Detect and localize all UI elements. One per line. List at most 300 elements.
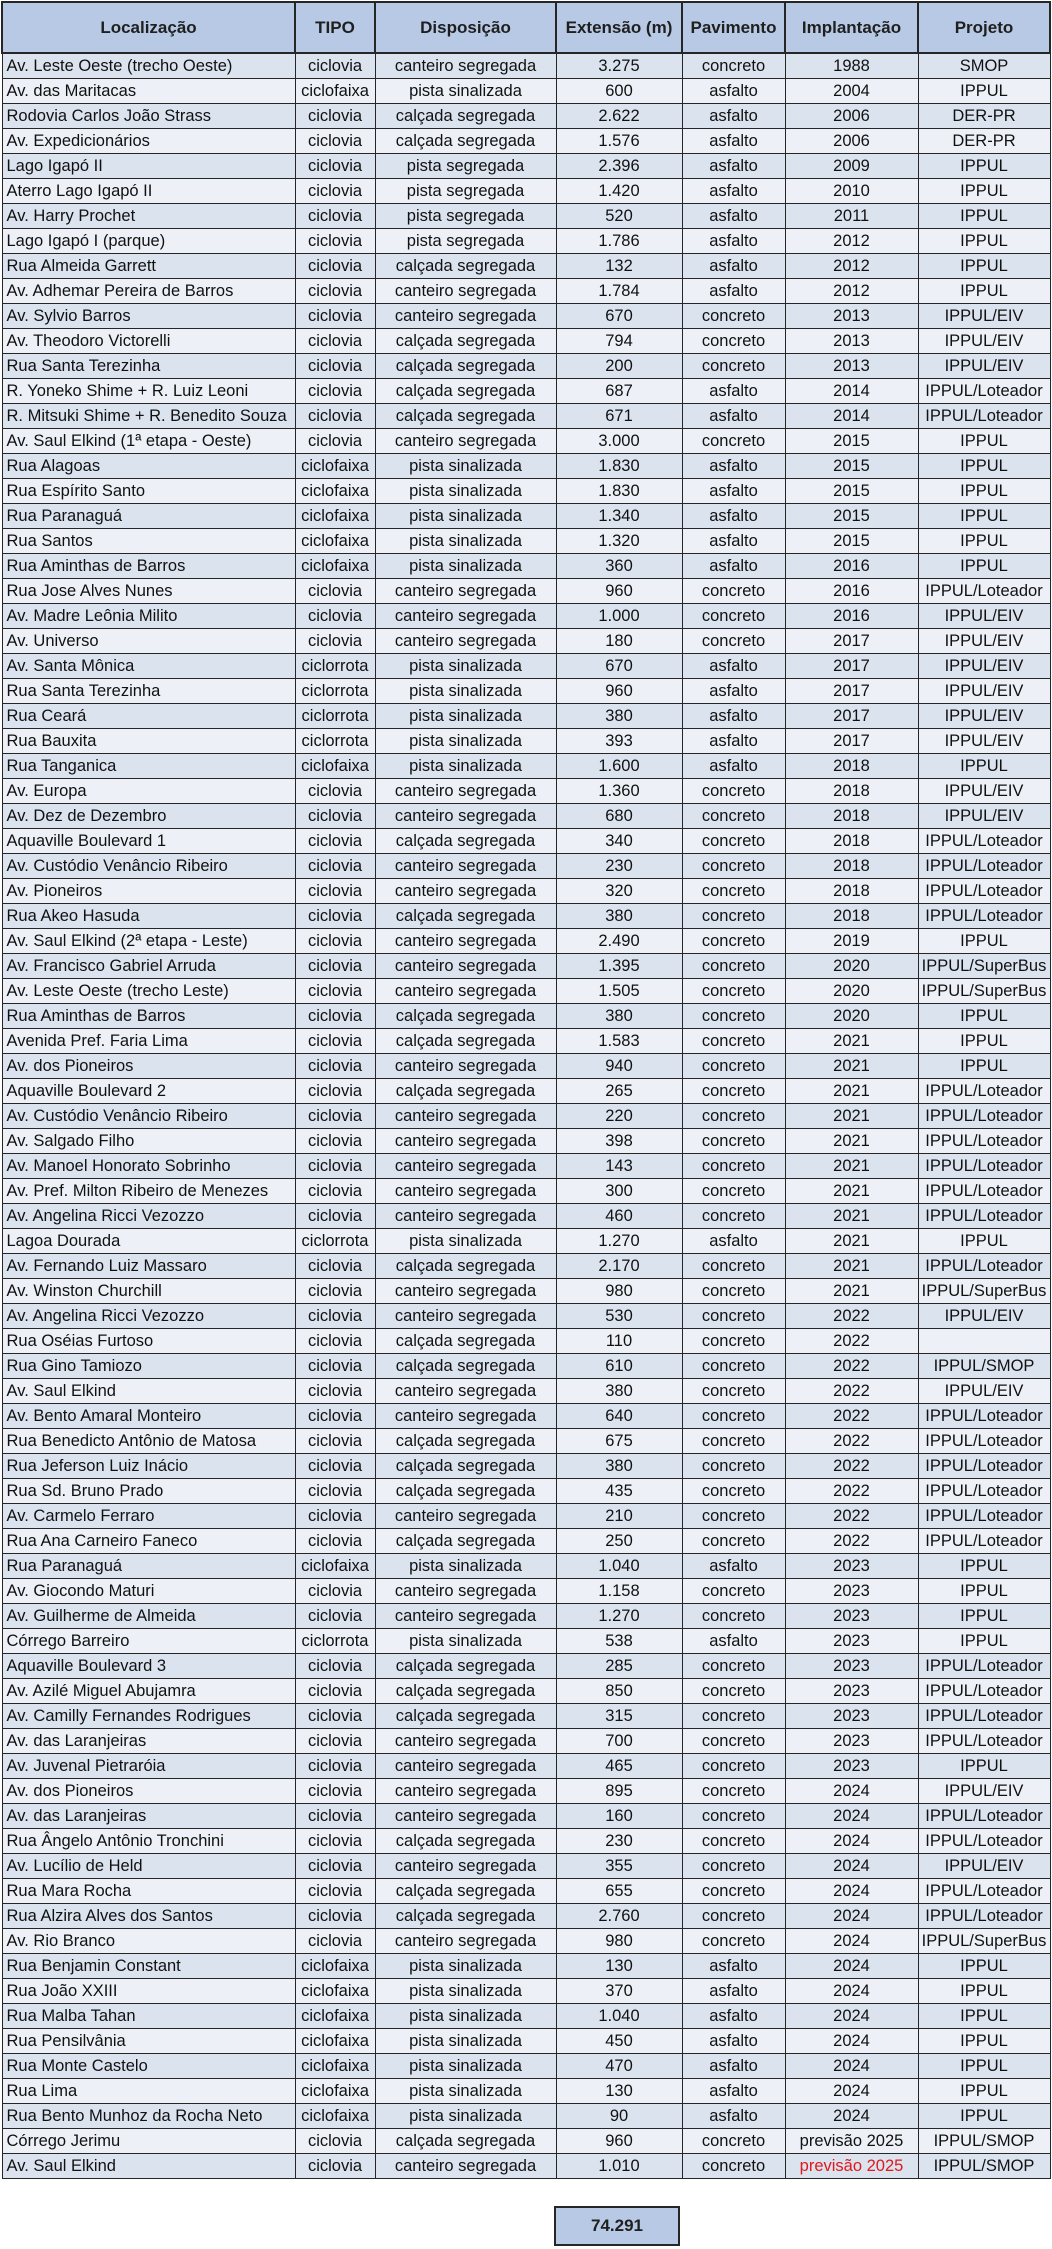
cell-tipo[interactable]: ciclovia <box>295 1129 375 1154</box>
cell-implantacao[interactable]: 2015 <box>785 429 918 454</box>
cell-localizacao[interactable]: Av. Rio Branco <box>2 1929 295 1954</box>
cell-pavimento[interactable]: concreto <box>682 1654 785 1679</box>
cell-disposicao[interactable]: pista sinalizada <box>375 2054 556 2079</box>
cell-implantacao[interactable]: 1988 <box>785 53 918 79</box>
cell-implantacao[interactable]: 2018 <box>785 779 918 804</box>
cell-pavimento[interactable]: concreto <box>682 1054 785 1079</box>
cell-localizacao[interactable]: Av. Winston Churchill <box>2 1279 295 1304</box>
cell-localizacao[interactable]: Av. Madre Leônia Milito <box>2 604 295 629</box>
cell-pavimento[interactable]: concreto <box>682 1429 785 1454</box>
cell-implantacao[interactable]: 2024 <box>785 1954 918 1979</box>
cell-extensao[interactable]: 200 <box>556 354 682 379</box>
cell-pavimento[interactable]: concreto <box>682 1829 785 1854</box>
cell-tipo[interactable]: ciclovia <box>295 329 375 354</box>
cell-pavimento[interactable]: asfalto <box>682 654 785 679</box>
cell-localizacao[interactable]: Rua Ângelo Antônio Tronchini <box>2 1829 295 1854</box>
cell-implantacao[interactable]: 2013 <box>785 329 918 354</box>
cell-extensao[interactable]: 393 <box>556 729 682 754</box>
cell-implantacao[interactable]: 2024 <box>785 1904 918 1929</box>
cell-extensao[interactable]: 160 <box>556 1804 682 1829</box>
cell-localizacao[interactable]: Rua Tanganica <box>2 754 295 779</box>
cell-pavimento[interactable]: concreto <box>682 1254 785 1279</box>
cell-projeto[interactable]: IPPUL/Loteador <box>918 879 1050 904</box>
cell-tipo[interactable]: ciclofaixa <box>295 1954 375 1979</box>
cell-disposicao[interactable]: pista sinalizada <box>375 1629 556 1654</box>
cell-projeto[interactable]: IPPUL/Loteador <box>918 579 1050 604</box>
cell-extensao[interactable]: 2.490 <box>556 929 682 954</box>
cell-extensao[interactable]: 380 <box>556 1004 682 1029</box>
cell-tipo[interactable]: ciclovia <box>295 1379 375 1404</box>
cell-pavimento[interactable]: asfalto <box>682 204 785 229</box>
cell-pavimento[interactable]: asfalto <box>682 754 785 779</box>
cell-projeto[interactable]: IPPUL <box>918 554 1050 579</box>
cell-localizacao[interactable]: Rua Gino Tamiozo <box>2 1354 295 1379</box>
cell-disposicao[interactable]: canteiro segregada <box>375 879 556 904</box>
cell-pavimento[interactable]: concreto <box>682 1079 785 1104</box>
cell-localizacao[interactable]: Rua Jeferson Luiz Inácio <box>2 1454 295 1479</box>
cell-projeto[interactable]: IPPUL/Loteador <box>918 829 1050 854</box>
cell-tipo[interactable]: ciclovia <box>295 1754 375 1779</box>
cell-tipo[interactable]: ciclovia <box>295 979 375 1004</box>
cell-extensao[interactable]: 1.830 <box>556 479 682 504</box>
cell-projeto[interactable]: DER-PR <box>918 129 1050 154</box>
cell-projeto[interactable]: IPPUL <box>918 2029 1050 2054</box>
cell-localizacao[interactable]: Rua Aminthas de Barros <box>2 554 295 579</box>
cell-implantacao[interactable]: 2021 <box>785 1204 918 1229</box>
header-tipo[interactable]: TIPO <box>295 2 375 53</box>
cell-projeto[interactable]: IPPUL/EIV <box>918 604 1050 629</box>
cell-localizacao[interactable]: Av. Universo <box>2 629 295 654</box>
cell-extensao[interactable]: 265 <box>556 1079 682 1104</box>
cell-pavimento[interactable]: asfalto <box>682 479 785 504</box>
cell-disposicao[interactable]: canteiro segregada <box>375 279 556 304</box>
cell-tipo[interactable]: ciclovia <box>295 1504 375 1529</box>
cell-extensao[interactable]: 340 <box>556 829 682 854</box>
cell-extensao[interactable]: 143 <box>556 1154 682 1179</box>
cell-localizacao[interactable]: Av. Expedicionários <box>2 129 295 154</box>
cell-localizacao[interactable]: Rua Pensilvânia <box>2 2029 295 2054</box>
cell-implantacao[interactable]: 2016 <box>785 554 918 579</box>
cell-disposicao[interactable]: canteiro segregada <box>375 854 556 879</box>
cell-implantacao[interactable]: 2022 <box>785 1304 918 1329</box>
cell-pavimento[interactable]: concreto <box>682 979 785 1004</box>
cell-pavimento[interactable]: asfalto <box>682 2104 785 2129</box>
cell-localizacao[interactable]: Av. Custódio Venâncio Ribeiro <box>2 1104 295 1129</box>
cell-implantacao[interactable]: 2022 <box>785 1454 918 1479</box>
cell-pavimento[interactable]: concreto <box>682 1754 785 1779</box>
cell-implantacao[interactable]: 2022 <box>785 1379 918 1404</box>
cell-implantacao[interactable]: 2018 <box>785 854 918 879</box>
cell-disposicao[interactable]: pista sinalizada <box>375 729 556 754</box>
cell-localizacao[interactable]: Aquaville Boulevard 1 <box>2 829 295 854</box>
cell-implantacao[interactable]: 2023 <box>785 1654 918 1679</box>
cell-pavimento[interactable]: concreto <box>682 1929 785 1954</box>
cell-pavimento[interactable]: concreto <box>682 1704 785 1729</box>
cell-extensao[interactable]: 1.320 <box>556 529 682 554</box>
cell-extensao[interactable]: 450 <box>556 2029 682 2054</box>
cell-tipo[interactable]: ciclovia <box>295 929 375 954</box>
cell-extensao[interactable]: 1.784 <box>556 279 682 304</box>
cell-pavimento[interactable]: concreto <box>682 2154 785 2179</box>
cell-disposicao[interactable]: canteiro segregada <box>375 779 556 804</box>
cell-implantacao[interactable]: 2010 <box>785 179 918 204</box>
cell-implantacao[interactable]: 2018 <box>785 904 918 929</box>
cell-tipo[interactable]: ciclovia <box>295 1304 375 1329</box>
cell-implantacao[interactable]: 2012 <box>785 254 918 279</box>
cell-pavimento[interactable]: concreto <box>682 1504 785 1529</box>
cell-disposicao[interactable]: pista sinalizada <box>375 2029 556 2054</box>
cell-disposicao[interactable]: canteiro segregada <box>375 1754 556 1779</box>
cell-pavimento[interactable]: concreto <box>682 429 785 454</box>
cell-pavimento[interactable]: concreto <box>682 1779 785 1804</box>
cell-projeto[interactable]: IPPUL/EIV <box>918 779 1050 804</box>
cell-pavimento[interactable]: asfalto <box>682 1629 785 1654</box>
cell-projeto[interactable]: IPPUL/Loteador <box>918 1179 1050 1204</box>
cell-projeto[interactable]: IPPUL/Loteador <box>918 1479 1050 1504</box>
cell-pavimento[interactable]: concreto <box>682 329 785 354</box>
cell-localizacao[interactable]: Aquaville Boulevard 2 <box>2 1079 295 1104</box>
cell-pavimento[interactable]: asfalto <box>682 529 785 554</box>
cell-localizacao[interactable]: Rua Santos <box>2 529 295 554</box>
header-localizacao[interactable]: Localização <box>2 2 295 53</box>
cell-disposicao[interactable]: pista sinalizada <box>375 554 556 579</box>
cell-extensao[interactable]: 1.583 <box>556 1029 682 1054</box>
cell-disposicao[interactable]: pista sinalizada <box>375 679 556 704</box>
cell-tipo[interactable]: ciclovia <box>295 204 375 229</box>
cell-disposicao[interactable]: calçada segregada <box>375 1879 556 1904</box>
cell-tipo[interactable]: ciclofaixa <box>295 2104 375 2129</box>
cell-localizacao[interactable]: R. Mitsuki Shime + R. Benedito Souza <box>2 404 295 429</box>
cell-disposicao[interactable]: canteiro segregada <box>375 1379 556 1404</box>
cell-pavimento[interactable]: concreto <box>682 1679 785 1704</box>
cell-extensao[interactable]: 1.395 <box>556 954 682 979</box>
cell-localizacao[interactable]: Av. Saul Elkind (2ª etapa - Leste) <box>2 929 295 954</box>
cell-pavimento[interactable]: asfalto <box>682 704 785 729</box>
cell-pavimento[interactable]: concreto <box>682 1179 785 1204</box>
cell-pavimento[interactable]: asfalto <box>682 2054 785 2079</box>
cell-tipo[interactable]: ciclovia <box>295 1179 375 1204</box>
cell-projeto[interactable]: IPPUL/SuperBus <box>918 1279 1050 1304</box>
cell-tipo[interactable]: ciclovia <box>295 1829 375 1854</box>
cell-disposicao[interactable]: canteiro segregada <box>375 53 556 79</box>
cell-extensao[interactable]: 680 <box>556 804 682 829</box>
cell-projeto[interactable]: IPPUL/Loteador <box>918 1404 1050 1429</box>
cell-projeto[interactable]: IPPUL/Loteador <box>918 1504 1050 1529</box>
cell-projeto[interactable]: IPPUL <box>918 2004 1050 2029</box>
cell-disposicao[interactable]: calçada segregada <box>375 1704 556 1729</box>
cell-localizacao[interactable]: Av. Theodoro Victorelli <box>2 329 295 354</box>
cell-tipo[interactable]: ciclovia <box>295 1929 375 1954</box>
cell-disposicao[interactable]: canteiro segregada <box>375 2154 556 2179</box>
cell-pavimento[interactable]: concreto <box>682 1529 785 1554</box>
cell-pavimento[interactable]: asfalto <box>682 254 785 279</box>
cell-implantacao[interactable]: 2016 <box>785 604 918 629</box>
cell-disposicao[interactable]: calçada segregada <box>375 1904 556 1929</box>
cell-projeto[interactable]: IPPUL/EIV <box>918 654 1050 679</box>
cell-disposicao[interactable]: canteiro segregada <box>375 629 556 654</box>
cell-disposicao[interactable]: calçada segregada <box>375 1654 556 1679</box>
cell-tipo[interactable]: ciclovia <box>295 1804 375 1829</box>
cell-pavimento[interactable]: asfalto <box>682 404 785 429</box>
cell-pavimento[interactable]: concreto <box>682 579 785 604</box>
cell-implantacao[interactable]: 2014 <box>785 379 918 404</box>
cell-projeto[interactable]: IPPUL <box>918 179 1050 204</box>
cell-projeto[interactable]: IPPUL/Loteador <box>918 1829 1050 1854</box>
cell-localizacao[interactable]: Rua Jose Alves Nunes <box>2 579 295 604</box>
header-pavimento[interactable]: Pavimento <box>682 2 785 53</box>
cell-projeto[interactable]: IPPUL/SuperBus <box>918 954 1050 979</box>
cell-tipo[interactable]: ciclovia <box>295 404 375 429</box>
cell-pavimento[interactable]: concreto <box>682 53 785 79</box>
cell-implantacao[interactable]: 2021 <box>785 1279 918 1304</box>
cell-disposicao[interactable]: canteiro segregada <box>375 954 556 979</box>
cell-pavimento[interactable]: asfalto <box>682 229 785 254</box>
cell-localizacao[interactable]: Lago Igapó II <box>2 154 295 179</box>
cell-projeto[interactable]: IPPUL/EIV <box>918 704 1050 729</box>
cell-disposicao[interactable]: canteiro segregada <box>375 979 556 1004</box>
cell-localizacao[interactable]: Av. Azilé Miguel Abujamra <box>2 1679 295 1704</box>
cell-pavimento[interactable]: concreto <box>682 1354 785 1379</box>
cell-pavimento[interactable]: concreto <box>682 1479 785 1504</box>
cell-implantacao[interactable]: 2020 <box>785 954 918 979</box>
cell-tipo[interactable]: ciclovia <box>295 1429 375 1454</box>
cell-projeto[interactable]: IPPUL <box>918 429 1050 454</box>
cell-tipo[interactable]: ciclovia <box>295 954 375 979</box>
cell-tipo[interactable]: ciclofaixa <box>295 2054 375 2079</box>
cell-disposicao[interactable]: pista sinalizada <box>375 2004 556 2029</box>
cell-pavimento[interactable]: concreto <box>682 1604 785 1629</box>
cell-disposicao[interactable]: calçada segregada <box>375 1679 556 1704</box>
cell-implantacao[interactable]: 2018 <box>785 879 918 904</box>
cell-projeto[interactable]: IPPUL <box>918 1604 1050 1629</box>
cell-extensao[interactable]: 1.340 <box>556 504 682 529</box>
cell-disposicao[interactable]: canteiro segregada <box>375 1179 556 1204</box>
cell-implantacao[interactable]: 2016 <box>785 579 918 604</box>
cell-extensao[interactable]: 460 <box>556 1204 682 1229</box>
cell-projeto[interactable]: IPPUL/Loteador <box>918 1529 1050 1554</box>
cell-tipo[interactable]: ciclovia <box>295 804 375 829</box>
cell-tipo[interactable]: ciclovia <box>295 1329 375 1354</box>
cell-implantacao[interactable]: 2023 <box>785 1704 918 1729</box>
cell-implantacao[interactable]: 2017 <box>785 729 918 754</box>
cell-disposicao[interactable]: canteiro segregada <box>375 1304 556 1329</box>
cell-projeto[interactable]: IPPUL/EIV <box>918 679 1050 704</box>
cell-extensao[interactable]: 687 <box>556 379 682 404</box>
cell-extensao[interactable]: 315 <box>556 1704 682 1729</box>
cell-implantacao[interactable]: 2024 <box>785 2079 918 2104</box>
cell-pavimento[interactable]: asfalto <box>682 2029 785 2054</box>
cell-projeto[interactable]: IPPUL <box>918 1954 1050 1979</box>
cell-pavimento[interactable]: asfalto <box>682 2079 785 2104</box>
cell-implantacao[interactable]: 2023 <box>785 1729 918 1754</box>
cell-tipo[interactable]: ciclovia <box>295 854 375 879</box>
cell-pavimento[interactable]: asfalto <box>682 79 785 104</box>
cell-tipo[interactable]: ciclovia <box>295 1354 375 1379</box>
cell-pavimento[interactable]: asfalto <box>682 1229 785 1254</box>
cell-pavimento[interactable]: concreto <box>682 929 785 954</box>
cell-tipo[interactable]: ciclovia <box>295 604 375 629</box>
cell-projeto[interactable]: IPPUL <box>918 454 1050 479</box>
cell-extensao[interactable]: 435 <box>556 1479 682 1504</box>
cell-localizacao[interactable]: Rua Espírito Santo <box>2 479 295 504</box>
cell-tipo[interactable]: ciclofaixa <box>295 454 375 479</box>
total-extension-cell[interactable]: 74.291 <box>554 2206 680 2246</box>
cell-disposicao[interactable]: canteiro segregada <box>375 579 556 604</box>
cell-implantacao[interactable]: 2012 <box>785 279 918 304</box>
cell-projeto[interactable] <box>918 1329 1050 1354</box>
cell-projeto[interactable]: IPPUL <box>918 1629 1050 1654</box>
cell-tipo[interactable]: ciclovia <box>295 579 375 604</box>
cell-tipo[interactable]: ciclovia <box>295 629 375 654</box>
cell-tipo[interactable]: ciclorrota <box>295 729 375 754</box>
cell-disposicao[interactable]: pista sinalizada <box>375 704 556 729</box>
cell-pavimento[interactable]: asfalto <box>682 679 785 704</box>
cell-extensao[interactable]: 355 <box>556 1854 682 1879</box>
cell-localizacao[interactable]: Rua Ceará <box>2 704 295 729</box>
cell-tipo[interactable]: ciclovia <box>295 53 375 79</box>
cell-projeto[interactable]: IPPUL <box>918 1979 1050 2004</box>
cell-disposicao[interactable]: canteiro segregada <box>375 1104 556 1129</box>
cell-localizacao[interactable]: Rua Sd. Bruno Prado <box>2 1479 295 1504</box>
cell-extensao[interactable]: 2.760 <box>556 1904 682 1929</box>
cell-disposicao[interactable]: pista sinalizada <box>375 504 556 529</box>
cell-implantacao[interactable]: 2023 <box>785 1554 918 1579</box>
cell-pavimento[interactable]: asfalto <box>682 154 785 179</box>
cell-projeto[interactable]: IPPUL/EIV <box>918 1379 1050 1404</box>
cell-pavimento[interactable]: asfalto <box>682 554 785 579</box>
cell-disposicao[interactable]: canteiro segregada <box>375 304 556 329</box>
cell-projeto[interactable]: IPPUL/SuperBus <box>918 979 1050 1004</box>
cell-tipo[interactable]: ciclovia <box>295 379 375 404</box>
cell-pavimento[interactable]: asfalto <box>682 379 785 404</box>
cell-tipo[interactable]: ciclovia <box>295 154 375 179</box>
cell-pavimento[interactable]: concreto <box>682 1304 785 1329</box>
cell-projeto[interactable]: IPPUL <box>918 929 1050 954</box>
cell-disposicao[interactable]: canteiro segregada <box>375 1604 556 1629</box>
cell-localizacao[interactable]: Av. Sylvio Barros <box>2 304 295 329</box>
cell-implantacao[interactable]: 2022 <box>785 1479 918 1504</box>
cell-projeto[interactable]: IPPUL/EIV <box>918 1304 1050 1329</box>
cell-implantacao[interactable]: 2024 <box>785 1804 918 1829</box>
cell-extensao[interactable]: 1.270 <box>556 1229 682 1254</box>
cell-tipo[interactable]: ciclovia <box>295 179 375 204</box>
cell-extensao[interactable]: 530 <box>556 1304 682 1329</box>
cell-disposicao[interactable]: calçada segregada <box>375 404 556 429</box>
cell-extensao[interactable]: 230 <box>556 854 682 879</box>
cell-localizacao[interactable]: Av. Santa Mônica <box>2 654 295 679</box>
cell-implantacao[interactable]: 2021 <box>785 1229 918 1254</box>
cell-pavimento[interactable]: concreto <box>682 1454 785 1479</box>
cell-implantacao[interactable]: 2011 <box>785 204 918 229</box>
cell-extensao[interactable]: 180 <box>556 629 682 654</box>
cell-tipo[interactable]: ciclovia <box>295 304 375 329</box>
cell-disposicao[interactable]: canteiro segregada <box>375 1204 556 1229</box>
cell-tipo[interactable]: ciclorrota <box>295 1629 375 1654</box>
cell-disposicao[interactable]: calçada segregada <box>375 1479 556 1504</box>
cell-pavimento[interactable]: concreto <box>682 879 785 904</box>
cell-extensao[interactable]: 960 <box>556 2129 682 2154</box>
cell-tipo[interactable]: ciclovia <box>295 1604 375 1629</box>
cell-implantacao[interactable]: 2015 <box>785 479 918 504</box>
cell-projeto[interactable]: IPPUL <box>918 1554 1050 1579</box>
cell-extensao[interactable]: 600 <box>556 79 682 104</box>
cell-tipo[interactable]: ciclovia <box>295 1679 375 1704</box>
cell-tipo[interactable]: ciclovia <box>295 1779 375 1804</box>
cell-projeto[interactable]: IPPUL/SMOP <box>918 1354 1050 1379</box>
cell-projeto[interactable]: IPPUL/Loteador <box>918 1654 1050 1679</box>
cell-disposicao[interactable]: calçada segregada <box>375 829 556 854</box>
cell-disposicao[interactable]: canteiro segregada <box>375 1129 556 1154</box>
cell-disposicao[interactable]: calçada segregada <box>375 379 556 404</box>
cell-projeto[interactable]: IPPUL <box>918 79 1050 104</box>
cell-localizacao[interactable]: Av. dos Pioneiros <box>2 1054 295 1079</box>
cell-extensao[interactable]: 2.622 <box>556 104 682 129</box>
cell-pavimento[interactable]: concreto <box>682 904 785 929</box>
cell-extensao[interactable]: 1.505 <box>556 979 682 1004</box>
cell-pavimento[interactable]: concreto <box>682 954 785 979</box>
cell-tipo[interactable]: ciclovia <box>295 104 375 129</box>
cell-pavimento[interactable]: concreto <box>682 1029 785 1054</box>
header-projeto[interactable]: Projeto <box>918 2 1050 53</box>
cell-disposicao[interactable]: calçada segregada <box>375 2129 556 2154</box>
cell-disposicao[interactable]: calçada segregada <box>375 1354 556 1379</box>
cell-extensao[interactable]: 3.275 <box>556 53 682 79</box>
cell-tipo[interactable]: ciclovia <box>295 1054 375 1079</box>
cell-implantacao[interactable]: 2023 <box>785 1604 918 1629</box>
cell-projeto[interactable]: IPPUL/Loteador <box>918 1154 1050 1179</box>
cell-projeto[interactable]: IPPUL/Loteador <box>918 1454 1050 1479</box>
cell-localizacao[interactable]: Av. Custódio Venâncio Ribeiro <box>2 854 295 879</box>
cell-extensao[interactable]: 360 <box>556 554 682 579</box>
cell-pavimento[interactable]: concreto <box>682 1879 785 1904</box>
cell-localizacao[interactable]: Avenida Pref. Faria Lima <box>2 1029 295 1054</box>
cell-pavimento[interactable]: concreto <box>682 1154 785 1179</box>
cell-disposicao[interactable]: pista sinalizada <box>375 1229 556 1254</box>
cell-projeto[interactable]: IPPUL/EIV <box>918 1854 1050 1879</box>
cell-projeto[interactable]: IPPUL <box>918 754 1050 779</box>
cell-implantacao[interactable]: 2021 <box>785 1179 918 1204</box>
cell-extensao[interactable]: 380 <box>556 704 682 729</box>
cell-tipo[interactable]: ciclovia <box>295 229 375 254</box>
cell-extensao[interactable]: 380 <box>556 1454 682 1479</box>
cell-localizacao[interactable]: Rua Malba Tahan <box>2 2004 295 2029</box>
cell-implantacao[interactable]: 2023 <box>785 1679 918 1704</box>
cell-extensao[interactable]: 850 <box>556 1679 682 1704</box>
cell-projeto[interactable]: IPPUL <box>918 1004 1050 1029</box>
cell-pavimento[interactable]: concreto <box>682 1379 785 1404</box>
cell-tipo[interactable]: ciclovia <box>295 1879 375 1904</box>
cell-implantacao[interactable]: previsão 2025 <box>785 2129 918 2154</box>
cell-localizacao[interactable]: Lagoa Dourada <box>2 1229 295 1254</box>
cell-disposicao[interactable]: canteiro segregada <box>375 1929 556 1954</box>
cell-extensao[interactable]: 470 <box>556 2054 682 2079</box>
cell-implantacao[interactable]: 2012 <box>785 229 918 254</box>
cell-pavimento[interactable]: concreto <box>682 1329 785 1354</box>
cell-projeto[interactable]: IPPUL/Loteador <box>918 1879 1050 1904</box>
cell-pavimento[interactable]: asfalto <box>682 129 785 154</box>
header-disposicao[interactable]: Disposição <box>375 2 556 53</box>
cell-localizacao[interactable]: Rua Paranaguá <box>2 1554 295 1579</box>
cell-extensao[interactable]: 285 <box>556 1654 682 1679</box>
cell-disposicao[interactable]: canteiro segregada <box>375 1779 556 1804</box>
cell-extensao[interactable]: 960 <box>556 579 682 604</box>
cell-tipo[interactable]: ciclovia <box>295 1029 375 1054</box>
cell-projeto[interactable]: IPPUL/EIV <box>918 1779 1050 1804</box>
cell-projeto[interactable]: IPPUL <box>918 479 1050 504</box>
cell-extensao[interactable]: 1.576 <box>556 129 682 154</box>
cell-implantacao[interactable]: 2013 <box>785 354 918 379</box>
cell-disposicao[interactable]: calçada segregada <box>375 1329 556 1354</box>
